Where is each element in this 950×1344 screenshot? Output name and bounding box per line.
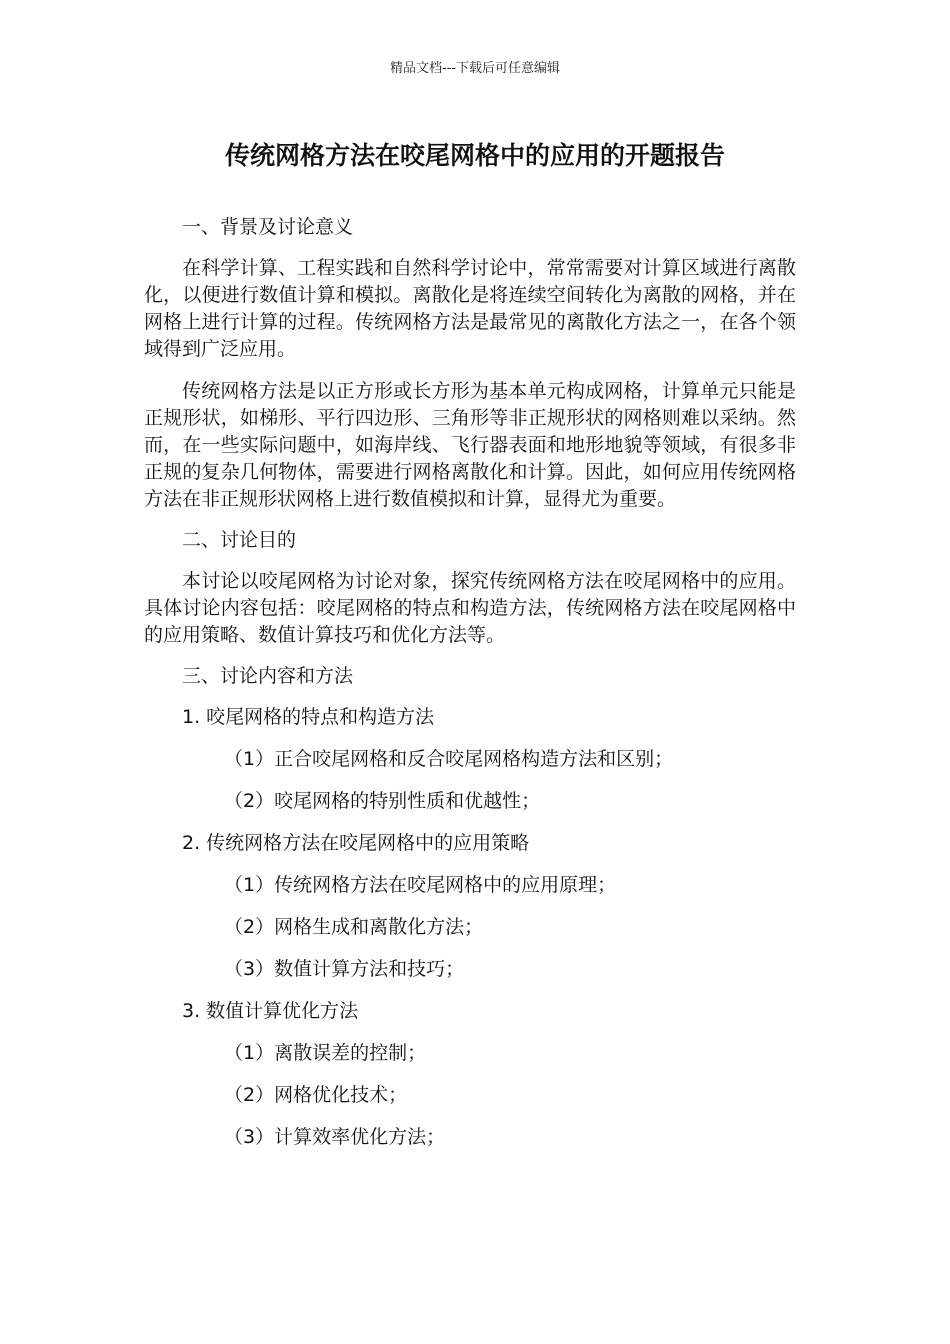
section-heading-content-method: 三、讨论内容和方法 — [182, 665, 354, 687]
section-heading-purpose: 二、讨论目的 — [182, 529, 297, 551]
list-item: （2）咬尾网格的特别性质和优越性； — [224, 790, 541, 812]
subheading-2: 2. 传统网格方法在咬尾网格中的应用策略 — [182, 832, 530, 854]
list-item: （3）数值计算方法和技巧； — [224, 958, 465, 980]
document-title: 传统网格方法在咬尾网格中的应用的开题报告 — [224, 141, 725, 170]
list-item: （2）网格优化技术； — [224, 1084, 408, 1106]
paragraph-purpose: 本讨论以咬尾网格为讨论对象，探究传统网格方法在咬尾网格中的应用。具体讨论内容包括：咬尾网格的特点和构造方法，传统网格方法在咬尾网格中的应用策略、数值计算技巧和优化方法等。 — [144, 570, 796, 646]
paragraph-background-2: 传统网格方法是以正方形或长方形为基本单元构成网格，计算单元只能是正规形状，如梯形、平行四边形、三角形等非正规形状的网格则难以采纳。然而，在一些实际问题中，如海岸线、飞行器表面和地形地貌等领域，有很多非正规的复杂几何物体，需要进行网格离散化和计算。因此，如何应用传统网格方法在非正规形状网格上进行数值模拟和计算，显得尤为重要。 — [144, 380, 796, 510]
subheading-1: 1. 咬尾网格的特点和构造方法 — [182, 706, 435, 728]
paragraph-background-1: 在科学计算、工程实践和自然科学讨论中，常常需要对计算区域进行离散化，以便进行数值计算和模拟。离散化是将连续空间转化为离散的网格，并在网格上进行计算的过程。传统网格方法是最常见的离散化方法之一，在各个领域得到广泛应用。 — [144, 257, 796, 360]
list-item: （1）正合咬尾网格和反合咬尾网格构造方法和区别； — [224, 748, 674, 770]
subheading-3: 3. 数值计算优化方法 — [182, 1000, 359, 1022]
list-item: （3）计算效率优化方法； — [224, 1126, 446, 1148]
section-heading-background: 一、背景及讨论意义 — [182, 216, 354, 238]
list-item: （2）网格生成和离散化方法； — [224, 916, 484, 938]
page-header: 精品文档---下载后可任意编辑 — [389, 61, 561, 76]
document-body — [144, 214, 796, 1151]
list-item: （1）传统网格方法在咬尾网格中的应用原理； — [224, 874, 617, 896]
list-item: （1）离散误差的控制； — [224, 1042, 427, 1064]
